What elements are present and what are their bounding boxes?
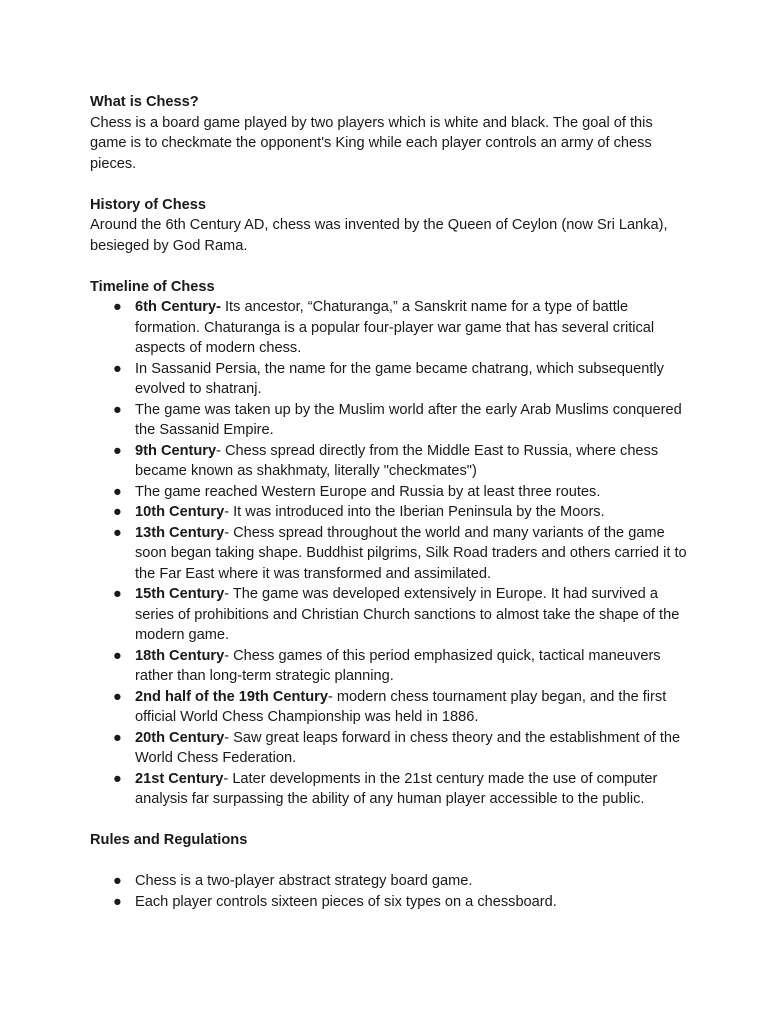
- list-item-text: In Sassanid Persia, the name for the game became chatrang, which subsequently evolved to shatranj.: [135, 360, 664, 397]
- list-item-text: - Later developments in the 21st century made the use of computer analysis far surpassing the ability of any human player accessible to the public.: [135, 770, 658, 807]
- spacer: [90, 256, 690, 277]
- list-item: [90, 441, 690, 482]
- list-item: [90, 584, 690, 646]
- document-content: [90, 92, 690, 912]
- bullet-icon: ●: [113, 729, 122, 746]
- list-item: [90, 482, 690, 503]
- list-item: [90, 871, 690, 892]
- heading-timeline-of-chess: Timeline of Chess: [90, 278, 215, 295]
- list-item-term: 6th Century-: [135, 299, 221, 315]
- list-item-term: 10th Century: [135, 504, 225, 520]
- rules-list: [90, 871, 690, 912]
- list-item-term: 21st Century: [135, 770, 224, 787]
- list-item: [90, 400, 690, 441]
- list-item-term: 18th Century: [135, 647, 225, 664]
- bullet-icon: ●: [113, 504, 122, 520]
- list-item: [90, 892, 690, 913]
- bullet-icon: ●: [113, 586, 122, 602]
- spacer: [90, 174, 690, 195]
- list-item-text: - Chess games of this period emphasized quick, tactical maneuvers rather than long-term strategic planning.: [135, 647, 661, 684]
- bullet-icon: ●: [113, 893, 122, 910]
- list-item: [90, 502, 690, 523]
- bullet-icon: ●: [113, 299, 122, 315]
- bullet-icon: ●: [113, 873, 122, 889]
- bullet-icon: ●: [113, 688, 122, 705]
- spacer: [90, 810, 690, 831]
- spacer: [90, 851, 690, 872]
- list-item-text: - The game was developed extensively in Europe. It had survived a series of prohibitions and Christian Church sanctions to almost take the shape of the modern game.: [135, 586, 680, 643]
- list-item-term: 15th Century: [135, 586, 225, 602]
- bullet-icon: ●: [113, 360, 122, 377]
- list-item: [90, 359, 690, 400]
- bullet-icon: ●: [113, 483, 122, 500]
- heading-history-of-chess: History of Chess: [90, 196, 206, 213]
- list-item-text: - modern chess tournament play began, and the first official World Chess Championship was held in 1886.: [135, 688, 667, 725]
- list-item-text: The game reached Western Europe and Russia by at least three routes.: [135, 483, 601, 500]
- heading-rules-and-regulations: Rules and Regulations: [90, 832, 248, 848]
- bullet-icon: ●: [113, 442, 122, 459]
- paragraph-what-is-chess: Chess is a board game played by two players which is white and black. The goal of this game is to checkmate the opponent's King while each player controls an army of chess pieces.: [90, 114, 653, 172]
- list-item-term: 2nd half of the 19th Century: [135, 688, 328, 705]
- list-item-text: - Chess spread directly from the Middle East to Russia, where chess became known as shakhmaty, literally "checkmates"): [135, 442, 659, 479]
- list-item-text: - Saw great leaps forward in chess theory and the establishment of the World Chess Federation.: [135, 729, 681, 766]
- heading-what-is-chess: What is Chess?: [90, 94, 199, 110]
- list-item-term: 9th Century: [135, 442, 217, 459]
- list-item: [90, 646, 690, 687]
- bullet-icon: ●: [113, 401, 122, 418]
- list-item-text: - Chess spread throughout the world and many variants of the game soon began taking shape. Buddhist pilgrims, Silk Road traders and others carried it to the Far East where it was transformed and assimilated.: [135, 524, 687, 582]
- paragraph-history-of-chess: Around the 6th Century AD, chess was invented by the Queen of Ceylon (now Sri Lanka), besieged by God Rama.: [90, 217, 668, 254]
- bullet-icon: ●: [113, 647, 122, 664]
- list-item-term: 13th Century: [135, 524, 225, 541]
- list-item-text: - It was introduced into the Iberian Peninsula by the Moors.: [224, 504, 605, 520]
- list-item-text: Its ancestor, “Chaturanga,” a Sanskrit name for a type of battle formation. Chaturanga is a popular four-player war game that has several critical aspects of modern chess.: [135, 299, 655, 356]
- list-item-text: The game was taken up by the Muslim world after the early Arab Muslims conquered the Sassanid Empire.: [135, 401, 682, 438]
- list-item-text: Each player controls sixteen pieces of six types on a chessboard.: [135, 893, 557, 910]
- list-item: [90, 523, 690, 585]
- bullet-icon: ●: [113, 524, 122, 541]
- list-item-text: Chess is a two-player abstract strategy board game.: [135, 873, 473, 889]
- list-item: [90, 297, 690, 359]
- list-item: [90, 728, 690, 769]
- timeline-list: [90, 297, 690, 810]
- list-item: [90, 769, 690, 810]
- list-item: [90, 687, 690, 728]
- list-item-term: 20th Century: [135, 729, 225, 746]
- bullet-icon: ●: [113, 770, 122, 787]
